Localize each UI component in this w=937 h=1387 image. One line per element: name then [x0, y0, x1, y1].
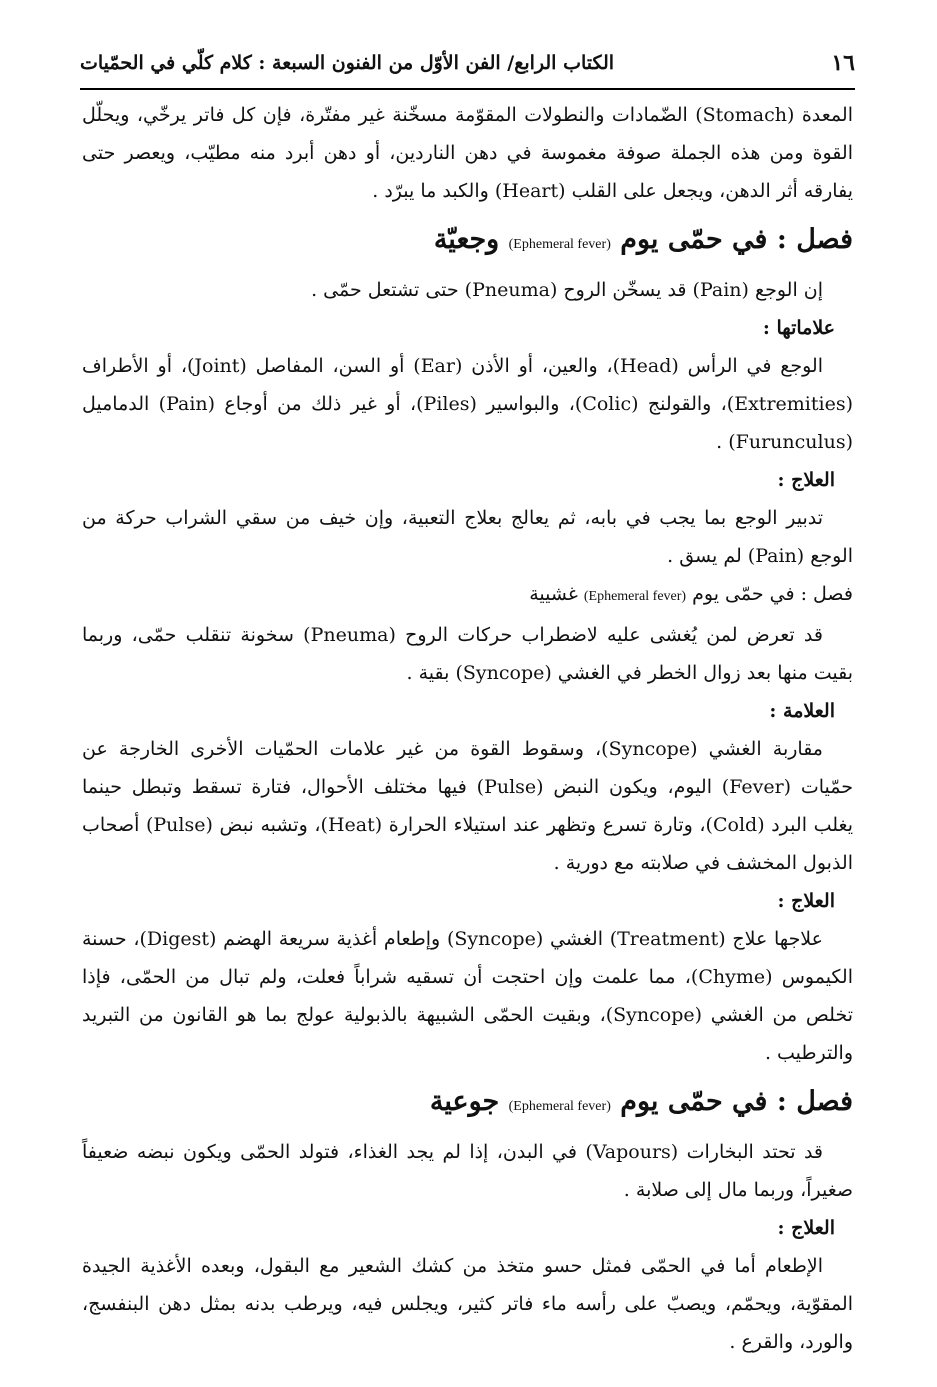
signs-paragraph: الوجع في الرأس (Head)، والعين، أو الأذن (Ear) أو السن، المفاصل (Joint)، أو الأطراف (Extremities)، والقولنج (Colic)، والبواسير (Piles)، أو غير ذلك من أوجاع (Pain) الدماميل (Furunculus) . [82, 355, 853, 453]
treatment-paragraph: تدبير الوجع بما يجب في بابه، ثم يعالج بعلاج التعبية، وإن خيف من سقي الشراب حركة من الوجع (Pain) لم يسق . [82, 507, 853, 567]
signs-heading: علاماتها : [762, 317, 835, 339]
intro-paragraph: المعدة (Stomach) الضّمادات والنطولات المقوّمة مسخّنة غير مفتّرة، فإن كل فاتر يرخّي، ويحلّل القوة ومن هذه الجملة صوفة مغموسة في دهن الناردين، أو دهن أبرد منه مطيّب، ويعصر حتى يفارقه أثر الدهن، ويجعل على القلب (Heart) والكبد ما يبرّد . [82, 104, 853, 202]
section-title-syncope-fever [82, 575, 853, 616]
sign-paragraph: مقاربة الغشي (Syncope)، وسقوط القوة من غير علامات الحمّيات الأخرى الخارجة عن حمّيات (Fever) اليوم، ويكون النبض (Pulse) فيها مختلف الأحوال، فتارة تسقط وتبطل حينما يغلب البرد (Cold)، وتارة تسرع وتظهر عند استيلاء الحرارة (Heat)، وتشبه نبض (Pulse) أصحاب الذبول المخشف في صلابته مع دورية . [82, 738, 853, 874]
treatment-heading: العلاج : [777, 1217, 835, 1239]
section-title-hunger-fever [82, 1076, 853, 1133]
section-title-suffix: وجعيّة [433, 224, 500, 255]
section-title-term: (Ephemeral fever) [508, 237, 611, 252]
treatment-paragraph: علاجها علاج (Treatment) الغشي (Syncope) وإطعام أغذية سريعة الهضم (Digest)، حسنة الكيموس (Chyme)، مما علمت وإن احتجت أن تسقيه شراباً فعلت، ولم تبال من الحمّى، فإذا تخلص من الغشي (Syncope)، وبقيت الحمّى الشبيهة بالذبولية عولج بما هو القانون من التبريد والترطيب . [82, 928, 854, 1064]
section-title-text: فصل : في حمّى يوم [620, 1086, 853, 1117]
sign-heading: العلامة : [769, 700, 835, 722]
page-header [80, 38, 855, 90]
section-title-suffix: جوعية [429, 1086, 500, 1117]
treatment-paragraph: الإطعام أما في الحمّى فمثل حسو متخذ من كشك الشعير مع البقول، وبعده الأغذية الجيدة المقوّية، ويحمّم، ويصبّ على رأسه ماء فاتر كثير، ويجلس فيه، ويرطب بدنه بمثل دهن البنفسج، والورد، والقرع . [82, 1255, 853, 1353]
page-number: ١٦ [831, 50, 855, 76]
section-title-term: (Ephemeral fever) [583, 589, 687, 604]
treatment-heading: العلاج : [777, 469, 835, 491]
section-intro: قد تعرض لمن يُغشى عليه لاضطراب حركات الروح (Pneuma) سخونة تنقلب حمّى، وربما بقيت منها بعد زوال الخطر في الغشي (Syncope) بقية . [82, 624, 853, 684]
section-title-text: فصل : في حمّى يوم [692, 583, 853, 605]
section-intro: إن الوجع (Pain) قد يسخّن الروح (Pneuma) حتى تشتعل حمّى . [311, 279, 823, 301]
section-intro: قد تحتد البخارات (Vapours) في البدن، إذا لم يجد الغذاء، فتولد الحمّى ويكون نبضه ضعيفاً صغيراً، وربما مال إلى صلابة . [82, 1141, 853, 1201]
section-title-painful-fever [82, 214, 853, 271]
section-title-text: فصل : في حمّى يوم [620, 224, 853, 255]
page-body [82, 96, 853, 1361]
section-title-term: (Ephemeral fever) [508, 1099, 611, 1114]
running-title: الكتاب الرابع/ الفن الأوّل من الفنون السبعة : كلام كلّي في الحمّيات [80, 52, 615, 74]
section-title-suffix: غشيية [529, 583, 578, 605]
treatment-heading: العلاج : [777, 890, 835, 912]
